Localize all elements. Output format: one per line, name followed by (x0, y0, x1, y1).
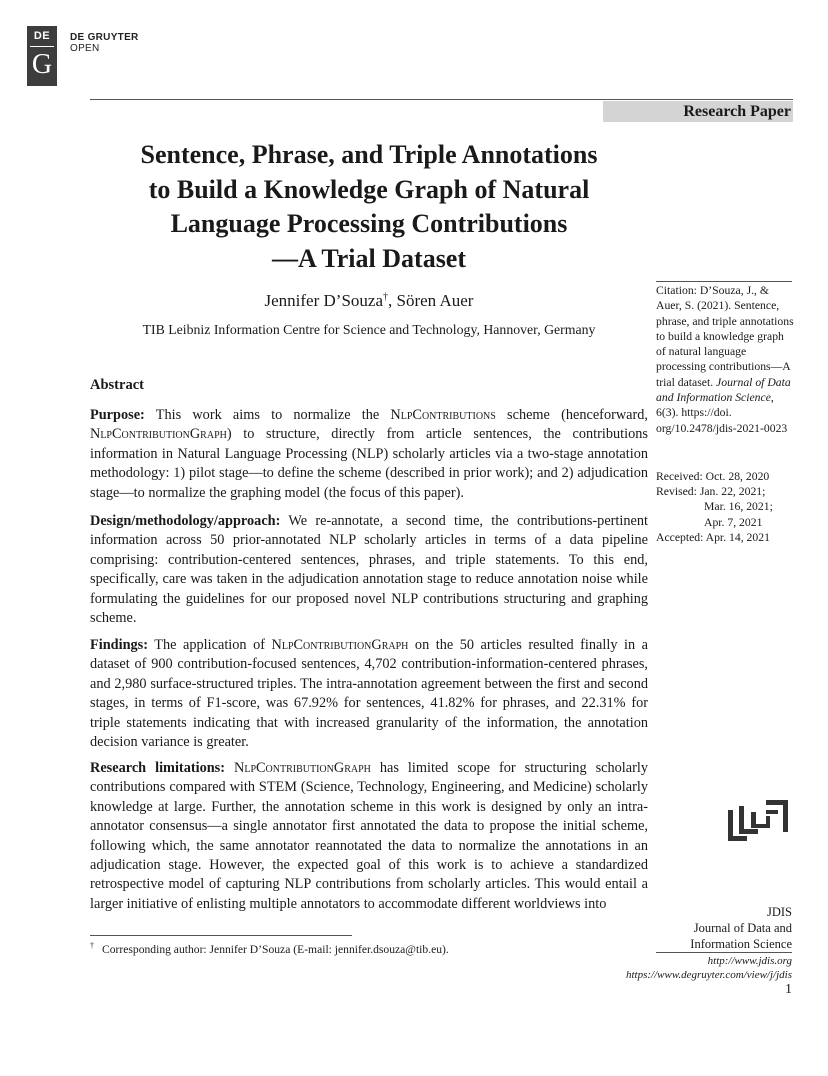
journal-abbr: JDIS (766, 905, 792, 919)
title-line: —A Trial Dataset (271, 243, 467, 273)
author-1: Jennifer D’Souza (264, 291, 384, 310)
publisher-name-block (70, 32, 139, 54)
purpose-label: Purpose: (90, 407, 145, 423)
authors (90, 291, 648, 311)
logo-divider (30, 46, 54, 47)
findings-text: on the 50 articles resulted finally in a dataset of 900 contribution-focused sentences, 4,702 contribution-information-centered phrases, and 2,980 surface-structured triples. The intra-annotation agreement between the first and second stages, in terms of F1-score, was 67.92% for sentences, 41.82% for phrases, and 22.31% for triple statements indicating that with increased granularity of the information, the annotation decision variance is greater. (90, 637, 648, 751)
citation-journal: Journal of Data and Information Science (656, 375, 791, 405)
citation-text: Citation: D’Souza, J., & Auer, S. (2021). Sentence, phrase, and triple annotations to build a knowledge graph of natural language processing contributions—A trial dataset. (656, 284, 794, 389)
sidebar-rule (656, 281, 792, 282)
footnote-text: Corresponding author: Jennifer D’Souza (E-mail: jennifer.dsouza@tib.eu). (102, 942, 449, 956)
author-2: , Sören Auer (388, 291, 474, 310)
footnote (90, 941, 449, 956)
journal-name: Information Science (690, 937, 792, 951)
findings-text: The application of (148, 637, 272, 653)
footnote-mark: † (90, 941, 94, 950)
journal-rule (656, 952, 792, 953)
revised-date: Mar. 16, 2021; (704, 500, 773, 514)
limitations-label: Research limitations: (90, 760, 226, 776)
abstract-design (90, 512, 648, 628)
abstract-findings (90, 636, 648, 752)
journal-logo-icon (726, 796, 790, 844)
scheme-name: NlpContributionGraph (271, 637, 409, 653)
received-date: Received: Oct. 28, 2020 (656, 470, 770, 483)
logo-top-text: DE (33, 30, 51, 42)
title-line: Language Processing Contributions (170, 209, 568, 238)
publisher-sub: OPEN (70, 43, 100, 54)
title-line: to Build a Knowledge Graph of Natural (148, 174, 590, 204)
journal-links (600, 954, 792, 982)
publisher-name: DE GRUYTER (70, 32, 139, 43)
journal-url-link[interactable]: http://www.jdis.org (707, 955, 792, 967)
design-text: We re-annotate, a second time, the contributions-pertinent information across 50 prior-annotated NLP scholarly articles in terms of a data pipeline comprising: contribution-centered sentences, phrases, and triple statements. To this end, specifically, care was taken in the adjudication annotation stage to reduce annotation noise while formulating the guidelines for our proposed novel NLP contributions structuring and graphing scheme. (90, 513, 648, 627)
abstract-heading: Abstract (90, 377, 144, 393)
abstract-purpose (90, 406, 648, 503)
scheme-name: NlpContributionGraph (234, 760, 371, 776)
limitations-text: has limited scope for structuring scholarly contributions compared with STEM (Science, Technology, Engineering, and Medicine) scholarly knowledge at large. Further, the annotation scheme in this work is designed by only an intra-annotator consensus—a single annotator first annotated the data to propose the initial scheme, following which, the same annotator reannotated the data to normalize the annotations in an adjudication stage. However, the expected goal of this work is to achieve a standardized retrospective model of capturing NLP contributions from scholarly articles. This would entail a larger initiative of enlisting multiple annotators to accommodate different worldviews into (90, 760, 648, 912)
paper-type-label: Research Paper (603, 101, 793, 122)
design-label: Design/methodology/approach: (90, 513, 281, 529)
article-title (90, 138, 648, 276)
revised-date: Apr. 7, 2021 (704, 515, 763, 529)
purpose-text: scheme (henceforward, (495, 407, 649, 423)
header-rule (90, 99, 793, 100)
citation (656, 283, 794, 436)
citation-doi: , 6(3). https://doi. org/10.2478/jdis-2021-0023 (656, 391, 788, 435)
findings-label: Findings: (90, 637, 149, 653)
affiliation: TIB Leibniz Information Centre for Science and Technology, Hannover, Germany (142, 322, 596, 337)
journal-name: Journal of Data and (693, 921, 792, 935)
article-dates (656, 469, 796, 545)
title-line: Sentence, Phrase, and Triple Annotations (140, 140, 598, 169)
footnote-rule (90, 935, 352, 936)
logo-letter: G (31, 49, 53, 80)
limitations-text (225, 760, 234, 776)
author-footnote-mark: † (383, 291, 389, 303)
page-number: 1 (785, 982, 792, 997)
abstract-limitations (90, 759, 648, 914)
scheme-name: NlpContributions (390, 407, 496, 423)
journal-url-link[interactable]: https://www.degruyter.com/view/j/jdis (625, 969, 792, 981)
accepted-date: Accepted: Apr. 14, 2021 (656, 530, 770, 544)
publisher-logo (27, 26, 57, 86)
purpose-text: This work aims to normalize the (144, 407, 391, 423)
journal-info (640, 904, 792, 952)
purpose-text: ) to structure, directly from article sentences, the contributions information in Natural Language Processing (NLP) scholarly articles via a two-stage annotation methodology: 1) pilot stage—to define the scheme (described in prior work); and 2) adjudication stage—to normalize the graphing model (the focus of this paper). (90, 426, 648, 501)
scheme-name: NlpContributionGraph (90, 426, 227, 443)
revised-date: Revised: Jan. 22, 2021; (656, 485, 766, 499)
